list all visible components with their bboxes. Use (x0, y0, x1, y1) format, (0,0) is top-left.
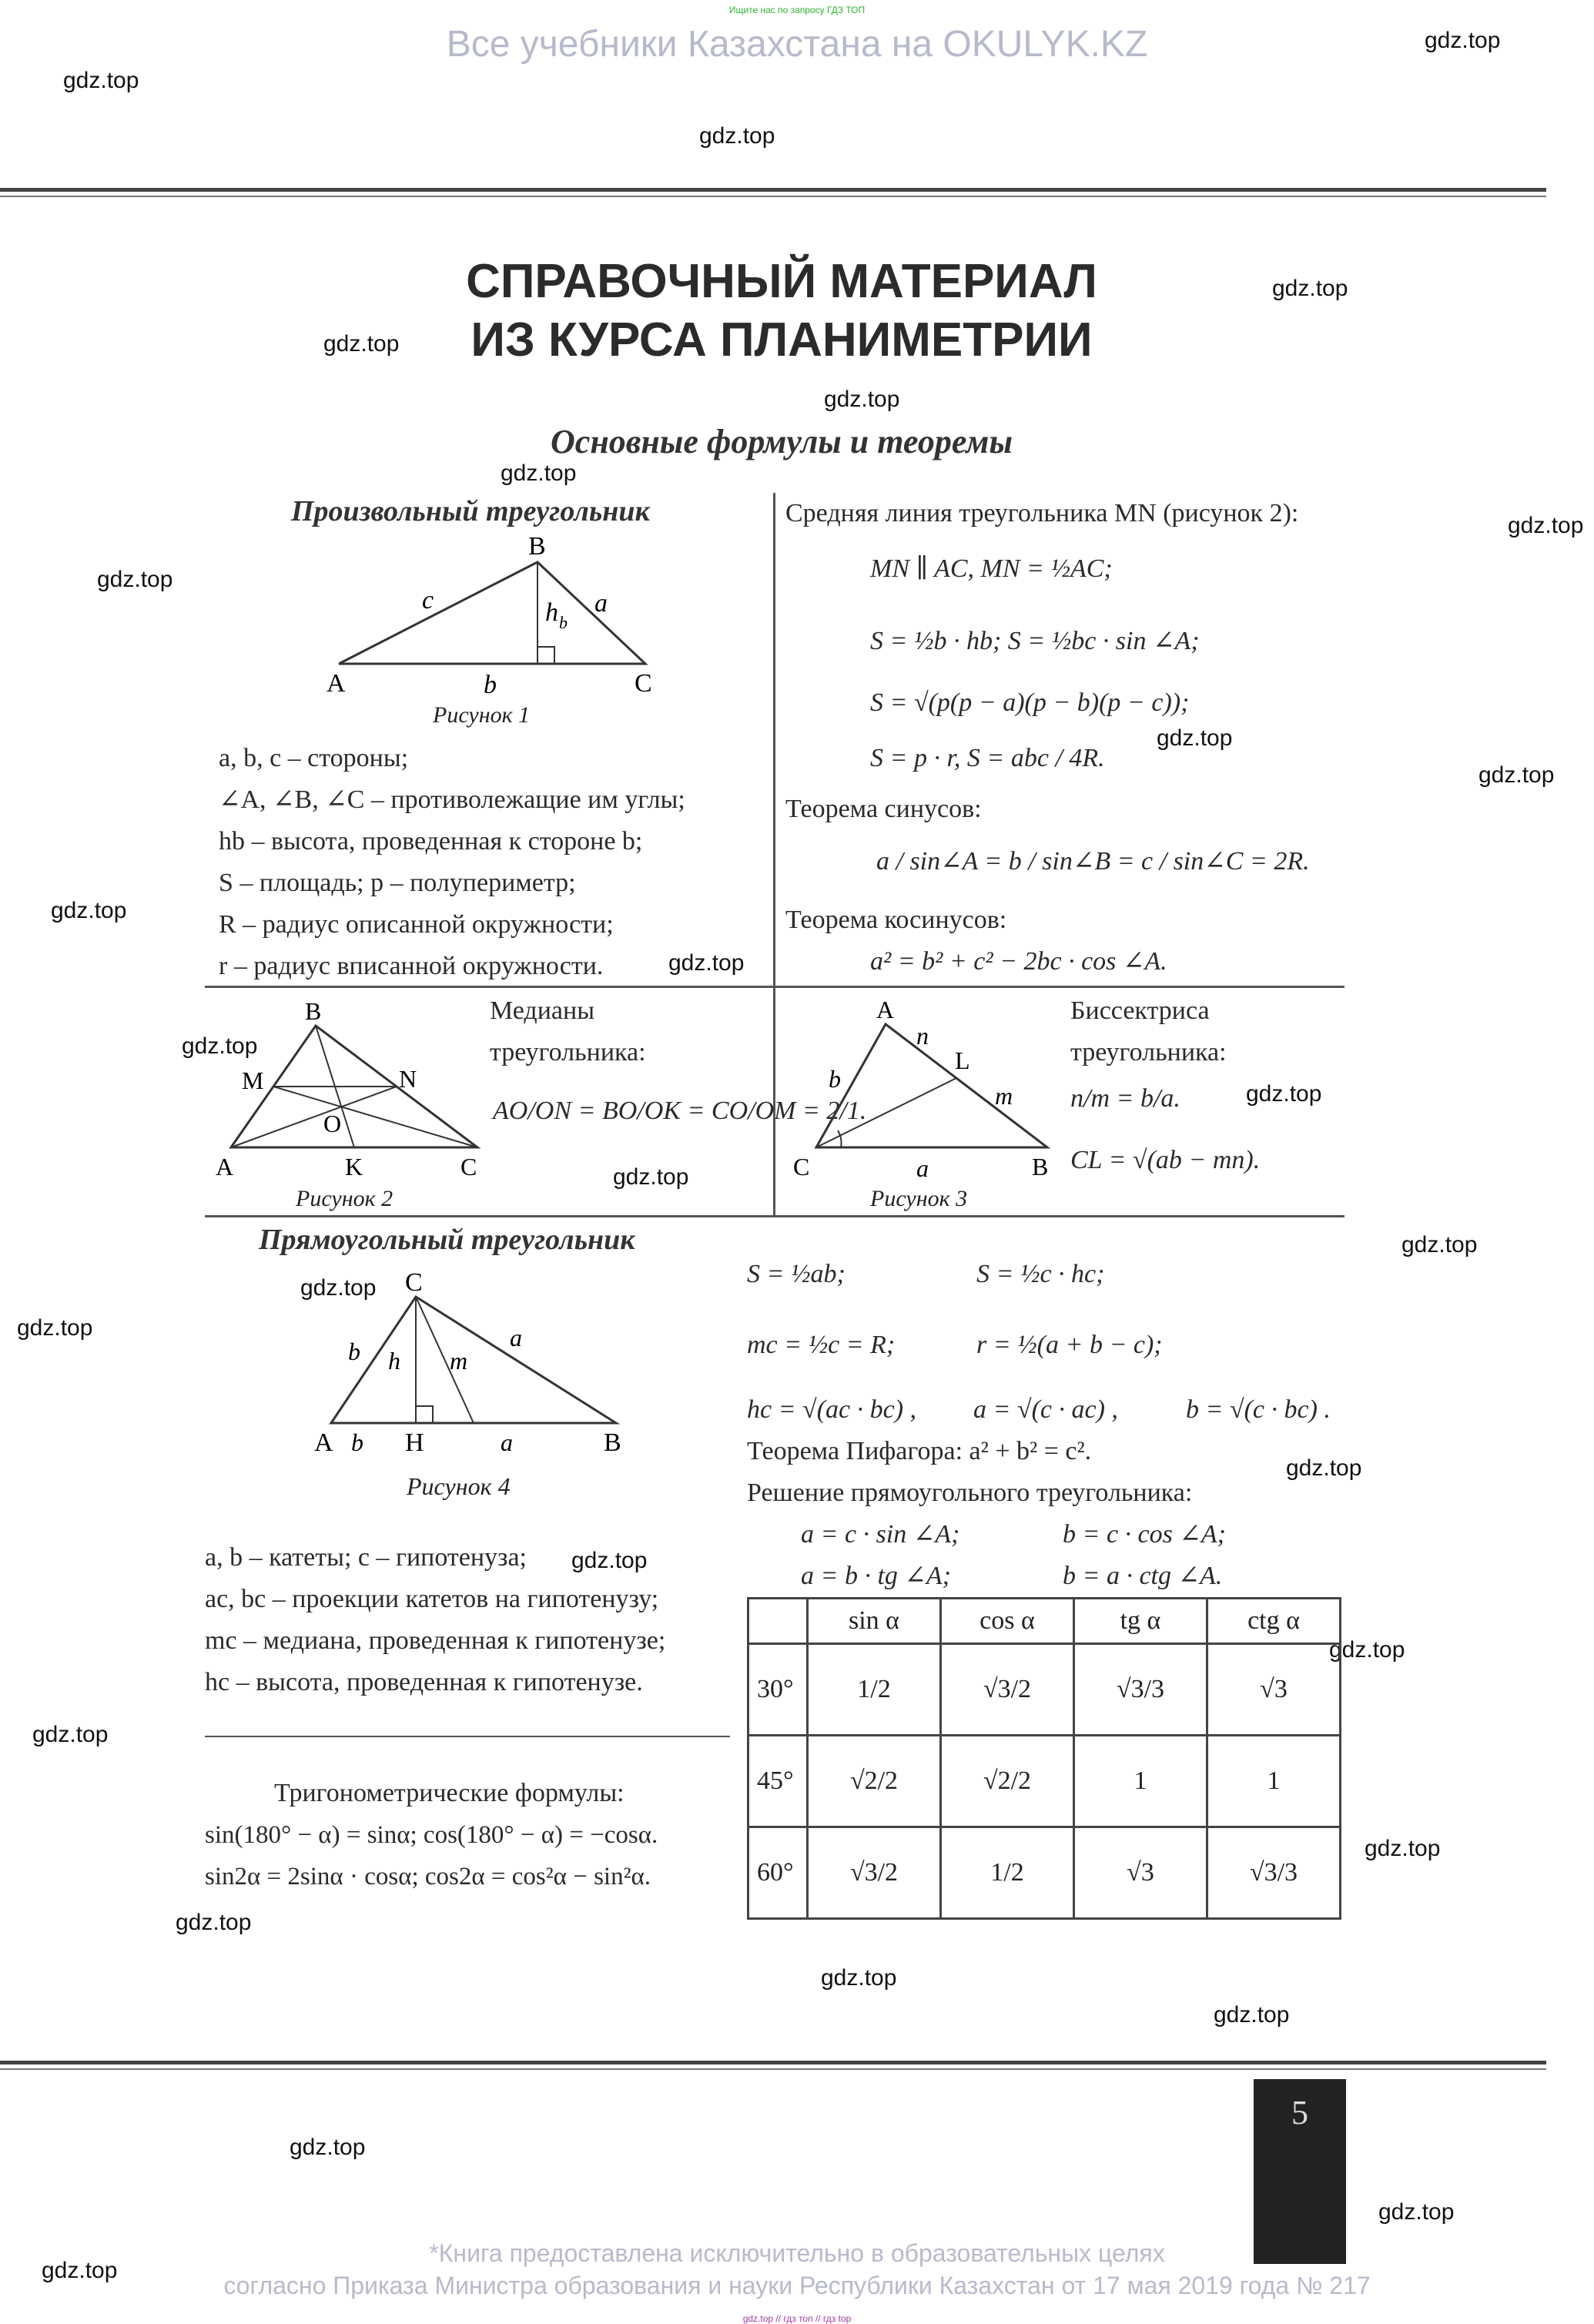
label-C: C (793, 1153, 810, 1180)
footer-rule (0, 2061, 1546, 2064)
table-cell: 1 (1074, 1736, 1207, 1827)
label-A: A (216, 1153, 234, 1180)
top-note: Ищите нас по запросу ГДЗ ТОП (728, 5, 866, 15)
label-b: b (829, 1065, 841, 1093)
label-hb: h (545, 598, 558, 627)
bisector-title-line: Биссектриса (1070, 996, 1210, 1025)
page-number-tab (1254, 2079, 1346, 2264)
medians-title (490, 990, 646, 1073)
footer-line: согласно Приказа Министра образования и науки Республики Казахстан от 17 мая 2019 года № 217 (223, 2272, 1371, 2299)
table-cell: 1/2 (808, 1644, 941, 1736)
cos-title: Теорема косинусов: (785, 906, 1007, 934)
subtitle: Основные формулы и теоремы (551, 423, 1013, 460)
section-divider (205, 1736, 730, 1737)
area-formula-2: S = p · r, S = abc / 4R. (870, 744, 1105, 772)
solve-title: Решение прямоугольного треугольника: (747, 1478, 1193, 1507)
label-bc: b (351, 1428, 363, 1456)
label-a: a (594, 589, 608, 618)
medians-title-line: треугольника: (490, 1038, 646, 1067)
angle-label: 45° (748, 1736, 808, 1827)
watermark: gdz.top (1214, 2002, 1290, 2028)
midline-title: Средняя линия треугольника MN (рисунок 2): (785, 499, 1299, 527)
watermark: gdz.top (668, 950, 745, 976)
figure-1 (323, 531, 662, 724)
arbitrary-heading: Произвольный треугольник (291, 495, 650, 527)
medians-formula: AO/ON = BO/OK = CO/OM = 2/1. (493, 1097, 867, 1125)
bisector-formula-2: CL = √(ab − mn). (1070, 1146, 1261, 1174)
watermark: gdz.top (1425, 28, 1501, 53)
label-K: K (345, 1153, 363, 1180)
header-rule (0, 188, 1546, 192)
label-C: C (635, 669, 652, 698)
label-B: B (528, 532, 546, 561)
figure-3-caption: Рисунок 3 (870, 1186, 968, 1211)
watermark: gdz.top (32, 1722, 109, 1747)
table-cell: 1 (1207, 1736, 1341, 1827)
label-B: B (1032, 1153, 1049, 1180)
watermark: gdz.top (1378, 2199, 1455, 2225)
solve-3: a = b · tg ∠A; (801, 1562, 951, 1590)
bisector-title-line: треугольника: (1070, 1038, 1227, 1067)
legend-line: a, b – катеты; c – гипотенуза; (205, 1543, 527, 1572)
label-A: A (314, 1428, 333, 1457)
title-line: СПРАВОЧНЫЙ МАТЕРИАЛ (466, 255, 1097, 308)
table-header: ctg α (1207, 1599, 1341, 1644)
angle-label: 60° (748, 1827, 808, 1919)
pythagoras: Теорема Пифагора: a² + b² = c². (747, 1437, 1092, 1465)
label-A: A (876, 996, 895, 1023)
site-banner[interactable]: Все учебники Казахстана на OKULYK.KZ (446, 24, 1148, 65)
table-cell: √3/3 (1074, 1644, 1207, 1736)
label-M: M (242, 1067, 264, 1094)
watermark: gdz.top (300, 1275, 377, 1301)
angle-label: 30° (748, 1644, 808, 1736)
header-rule (0, 196, 1546, 197)
solve-1: a = c · sin ∠A; (801, 1520, 960, 1549)
table-cell: √3/2 (808, 1827, 941, 1919)
watermark: gdz.top (613, 1164, 689, 1190)
table-row (748, 1644, 1341, 1736)
footer-rule (0, 2068, 1546, 2070)
watermark: gdz.top (1365, 1836, 1441, 1861)
label-B: B (305, 997, 322, 1025)
right-formula-5: hc = √(ac · bc) , (747, 1395, 917, 1424)
watermark: gdz.top (1329, 1637, 1405, 1663)
title-line: ИЗ КУРСА ПЛАНИМЕТРИИ (470, 313, 1093, 367)
right-formula-2: S = ½c · hc; (976, 1260, 1105, 1288)
watermark: gdz.top (17, 1315, 93, 1341)
heron-formula: S = √(p(p − a)(p − b)(p − c)); (870, 688, 1190, 717)
watermark: gdz.top (699, 123, 775, 149)
watermark: gdz.top (290, 2135, 366, 2160)
right-legend (205, 1537, 665, 1703)
watermark: gdz.top (182, 1033, 258, 1059)
watermark: gdz.top (51, 898, 127, 923)
sines-title: Теорема синусов: (785, 795, 982, 823)
watermark: gdz.top (1286, 1455, 1362, 1481)
table-header: sin α (808, 1599, 941, 1644)
figure-3 (793, 993, 1070, 1194)
watermark: gdz.top (1401, 1232, 1478, 1257)
watermark: gdz.top (323, 331, 400, 357)
legend-line: mc – медиана, проведенная к гипотенузе; (205, 1626, 666, 1655)
watermark: gdz.top (821, 1965, 897, 1991)
watermark: gdz.top (1508, 513, 1584, 538)
watermark: gdz.top (97, 567, 173, 592)
figure-2-caption: Рисунок 2 (296, 1186, 393, 1211)
trig-title: Тригонометрические формулы: (274, 1779, 625, 1807)
right-formula-6: a = √(c · ac) , (973, 1395, 1118, 1424)
label-a: a (916, 1154, 929, 1182)
table-cell: √3 (1074, 1827, 1207, 1919)
table-row (748, 1736, 1341, 1827)
label-B: B (604, 1428, 621, 1457)
table-cell: √2/2 (941, 1736, 1074, 1827)
label-a: a (510, 1324, 522, 1351)
arbitrary-legend (219, 738, 685, 987)
bisector-title (1070, 990, 1227, 1073)
page-number: 5 (1291, 2094, 1308, 2131)
watermark: gdz.top (571, 1548, 648, 1573)
right-formula-4: r = ½(a + b − c); (976, 1331, 1163, 1359)
right-formula-7: b = √(c · bc) . (1186, 1395, 1331, 1424)
label-b: b (348, 1338, 360, 1365)
sines-formula: a / sin∠A = b / sin∠B = c / sin∠C = 2R. (876, 847, 1310, 876)
table-cell: 1/2 (941, 1827, 1074, 1919)
figure-4 (308, 1260, 647, 1460)
legend-line: hb – высота, проведенная к стороне b; (219, 827, 643, 856)
watermark: gdz.top (501, 460, 577, 486)
cos-formula: a² = b² + c² − 2bc · cos ∠A. (870, 947, 1167, 976)
table-cell: √3/2 (941, 1644, 1074, 1736)
footer-line: *Книга предоставлена исключительно в образовательных целях (429, 2239, 1165, 2267)
trig-line-2: sin2α = 2sinα · cosα; cos2α = cos²α − sin²α. (205, 1863, 651, 1890)
watermark: gdz.top (176, 1910, 252, 1935)
solve-4: b = a · ctg ∠A. (1063, 1562, 1223, 1590)
trig-values-table (747, 1597, 1341, 1920)
label-O: O (323, 1110, 342, 1137)
footer-links[interactable]: gdz.top // гдз топ // гдз top (742, 2313, 852, 2324)
watermark: gdz.top (1157, 725, 1233, 751)
table-header-row (748, 1599, 1341, 1644)
right-formula-1: S = ½ab; (747, 1260, 846, 1288)
label-L: L (955, 1046, 970, 1074)
watermark: gdz.top (824, 387, 900, 412)
label-m: m (995, 1082, 1013, 1110)
legend-line: ac, bc – проекции катетов на гипотенузу; (205, 1585, 659, 1613)
watermark: gdz.top (1478, 762, 1555, 788)
figure-2 (216, 993, 493, 1194)
label-hb-sub: b (559, 613, 568, 632)
table-cell: √3 (1207, 1644, 1341, 1736)
table-corner (748, 1599, 808, 1644)
page-title (431, 253, 1132, 370)
legend-line: hc – высота, проведенная к гипотенузе. (205, 1668, 643, 1696)
solve-2: b = c · cos ∠A; (1063, 1520, 1226, 1549)
label-H: H (405, 1428, 424, 1457)
label-n: n (916, 1022, 929, 1050)
section-divider (205, 1215, 1345, 1217)
legend-line: R – радиус описанной окружности; (219, 910, 614, 939)
area-formula-1: S = ½b · hb; S = ½bc · sin ∠A; (870, 627, 1200, 655)
label-mc: m (450, 1347, 468, 1375)
label-A: A (327, 669, 346, 698)
watermark: gdz.top (1246, 1081, 1322, 1107)
label-C: C (405, 1268, 423, 1297)
label-N: N (399, 1065, 417, 1093)
label-C: C (460, 1153, 477, 1180)
watermark: gdz.top (63, 68, 139, 93)
label-ac: a (501, 1428, 513, 1456)
figure-4-caption: Рисунок 4 (407, 1472, 511, 1500)
legend-line: S – площадь; p – полупериметр; (219, 869, 576, 897)
table-cell: √3/3 (1207, 1827, 1341, 1919)
bisector-formula-1: n/m = b/a. (1070, 1084, 1180, 1113)
label-hc: h (388, 1347, 400, 1375)
legend-line: r – радиус вписанной окружности. (219, 952, 604, 980)
label-c: c (422, 586, 434, 614)
figure-1-caption: Рисунок 1 (433, 702, 531, 728)
table-cell: √2/2 (808, 1736, 941, 1827)
table-header: cos α (941, 1599, 1074, 1644)
watermark: gdz.top (1272, 276, 1348, 301)
midline-formula: MN ∥ AC, MN = ½AC; (870, 554, 1113, 583)
label-b: b (484, 671, 497, 699)
legend-line: a, b, c – стороны; (219, 744, 409, 772)
trig-line-1: sin(180° − α) = sinα; cos(180° − α) = −cosα. (205, 1821, 658, 1849)
right-heading: Прямоугольный треугольник (259, 1224, 635, 1256)
watermark: gdz.top (42, 2258, 118, 2283)
table-header: tg α (1074, 1599, 1207, 1644)
right-formula-3: mc = ½c = R; (747, 1331, 896, 1359)
medians-title-line: Медианы (490, 996, 595, 1025)
legend-line: ∠A, ∠B, ∠C – противолежащие им углы; (219, 785, 685, 814)
table-row (748, 1827, 1341, 1919)
